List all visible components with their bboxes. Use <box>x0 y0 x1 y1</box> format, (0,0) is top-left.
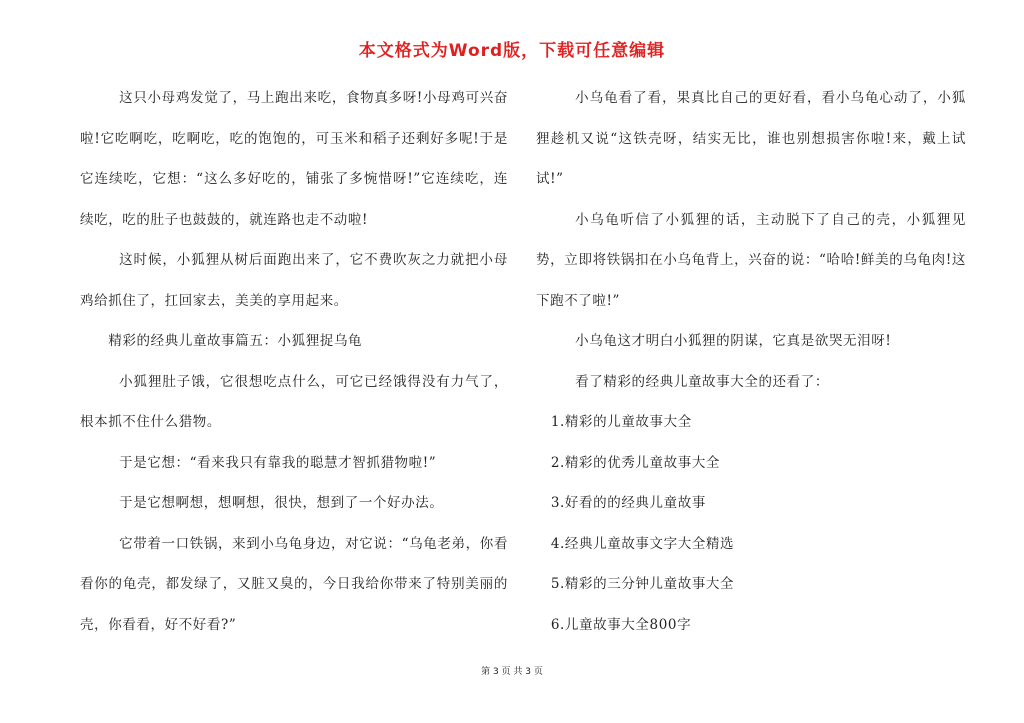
page-footer: 第 3 页 共 3 页 <box>481 667 543 677</box>
related-list-item: 4.经典儿童故事文字大全精选 <box>550 535 735 552</box>
left-column <box>80 78 508 645</box>
document-header: 本文格式为Word版，下载可任意编辑 <box>358 41 666 61</box>
paragraph: 它带着一口铁锅，来到小乌龟身边，对它说：“乌龟老弟，你看看你的龟壳，都发绿了，又脏又臭的，今日我给你带来了特别美丽的壳，你看看，好不好看?” <box>80 535 508 633</box>
related-list-item: 6.儿童故事大全800字 <box>550 616 692 633</box>
related-list-item: 5.精彩的三分钟儿童故事大全 <box>550 576 735 592</box>
section-heading: 精彩的经典儿童故事篇五：小狐狸捉乌龟 <box>108 333 363 349</box>
paragraph: 小乌龟听信了小狐狸的话，主动脱下了自己的壳，小狐狸见势，立即将铁锅扣在小乌龟背上，兴奋的说：“哈哈!鲜美的乌龟肉!这下跑不了啦!” <box>536 211 966 309</box>
right-column <box>536 78 966 645</box>
paragraph: 于是它想：“看来我只有靠我的聪慧才智抓猎物啦!” <box>119 454 437 471</box>
related-list-item: 1.精彩的儿童故事大全 <box>550 414 692 430</box>
paragraph: 于是它想啊想，想啊想，很快，想到了一个好办法。 <box>119 495 444 511</box>
related-heading: 看了精彩的经典儿童故事大全的还看了： <box>575 373 829 390</box>
related-list-item: 2.精彩的优秀儿童故事大全 <box>550 454 721 471</box>
paragraph: 这时候，小狐狸从树后面跑出来了，它不费吹灰之力就把小母鸡给抓住了，扛回家去，美美的享用起来。 <box>80 252 508 309</box>
paragraph: 这只小母鸡发觉了，马上跑出来吃，食物真多呀!小母鸡可兴奋啦!它吃啊吃，吃啊吃，吃的饱饱的，可玉米和稻子还剩好多呢!于是它连续吃，它想：“这么多好吃的，铺张了多惋惜呀!”它连续吃，连续吃，吃的肚子也鼓鼓的，就连路也走不动啦! <box>80 90 508 228</box>
paragraph: 小乌龟这才明白小狐狸的阴谋，它真是欲哭无泪呀! <box>575 333 892 349</box>
related-list-item: 3.好看的的经典儿童故事 <box>550 495 706 511</box>
paragraph: 小狐狸肚子饿，它很想吃点什么，可它已经饿得没有力气了，根本抓不住什么猎物。 <box>80 373 508 430</box>
paragraph: 小乌龟看了看，果真比自己的更好看，看小乌龟心动了，小狐狸趁机又说“这铁壳呀，结实无比，谁也别想损害你啦!来，戴上试试!” <box>536 90 966 187</box>
